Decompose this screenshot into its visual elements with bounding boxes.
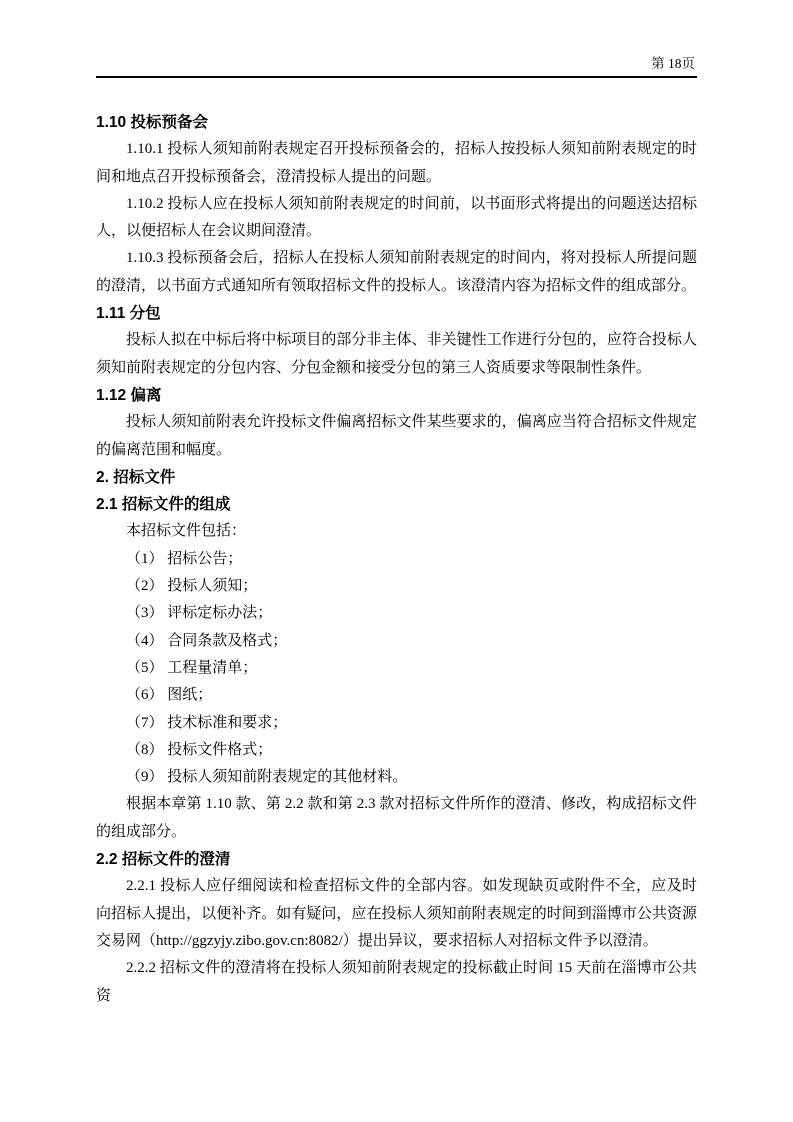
section-heading: 1.11 分包 <box>96 305 161 323</box>
list-item: （3） 评标定标办法； <box>126 605 273 622</box>
list-item: （7） 技术标准和要求； <box>126 714 288 731</box>
paragraph: 投标人拟在中标后将中标项目的部分非主体、非关键性工作进行分包的，应符合投标人须知前附表规定的分包内容、分包金额和接受分包的第三人资质要求等限制性条件。 <box>96 332 697 376</box>
page-number: 第 18页 <box>649 55 697 78</box>
page-header <box>96 55 697 78</box>
section-heading: 2.1 招标文件的组成 <box>96 496 231 514</box>
list-item: （9） 投标人须知前附表规定的其他材料。 <box>126 769 408 786</box>
paragraph: 2.2.1 投标人应仔细阅读和检查招标文件的全部内容。如发现缺页或附件不全，应及时向招标人提出，以便补齐。如有疑问，应在投标人须知前附表规定的时间到淄博市公共资源交易网（http://ggzyjy.zibo.gov.cn:8082/）提出异议，要求招标人对招标文件予以澄清。 <box>96 878 697 949</box>
list-item: （8） 投标文件格式； <box>126 741 273 758</box>
paragraph: 1.10.2 投标人应在投标人须知前附表规定的时间前，以书面形式将提出的问题送达招标人，以便招标人在会议期间澄清。 <box>96 195 697 240</box>
list-item: （6） 图纸； <box>126 687 213 704</box>
list-item: （4） 合同条款及格式； <box>126 632 288 649</box>
section-heading: 2. 招标文件 <box>96 468 176 486</box>
list-item: （1） 招标公告； <box>126 550 243 567</box>
paragraph: 根据本章第 1.10 款、第 2.2 款和第 2.3 款对招标文件所作的澄清、修改，构成招标文件的组成部分。 <box>96 796 697 840</box>
paragraph: 1.10.1 投标人须知前附表规定召开投标预备会的，招标人按投标人须知前附表规定的时间和地点召开投标预备会，澄清投标人提出的问题。 <box>96 141 697 185</box>
paragraph: 投标人须知前附表允许投标文件偏离招标文件某些要求的，偏离应当符合招标文件规定的偏离范围和幅度。 <box>96 414 697 458</box>
list-item: （2） 投标人须知； <box>126 578 258 595</box>
section-heading: 1.10 投标预备会 <box>96 114 208 131</box>
paragraph: 2.2.2 招标文件的澄清将在投标人须知前附表规定的投标截止时间 15 天前在淄博市公共资 <box>96 960 697 1004</box>
paragraph: 1.10.3 投标预备会后，招标人在投标人须知前附表规定的时间内，将对投标人所提问题的澄清，以书面方式通知所有领取招标文件的投标人。该澄清内容为招标文件的组成部分。 <box>96 250 697 294</box>
document-content <box>96 109 697 1010</box>
list-item: （5） 工程量清单； <box>126 659 258 676</box>
section-heading: 2.2 招标文件的澄清 <box>96 851 231 869</box>
paragraph: 本招标文件包括： <box>126 523 247 540</box>
section-heading: 1.12 偏离 <box>96 386 162 404</box>
